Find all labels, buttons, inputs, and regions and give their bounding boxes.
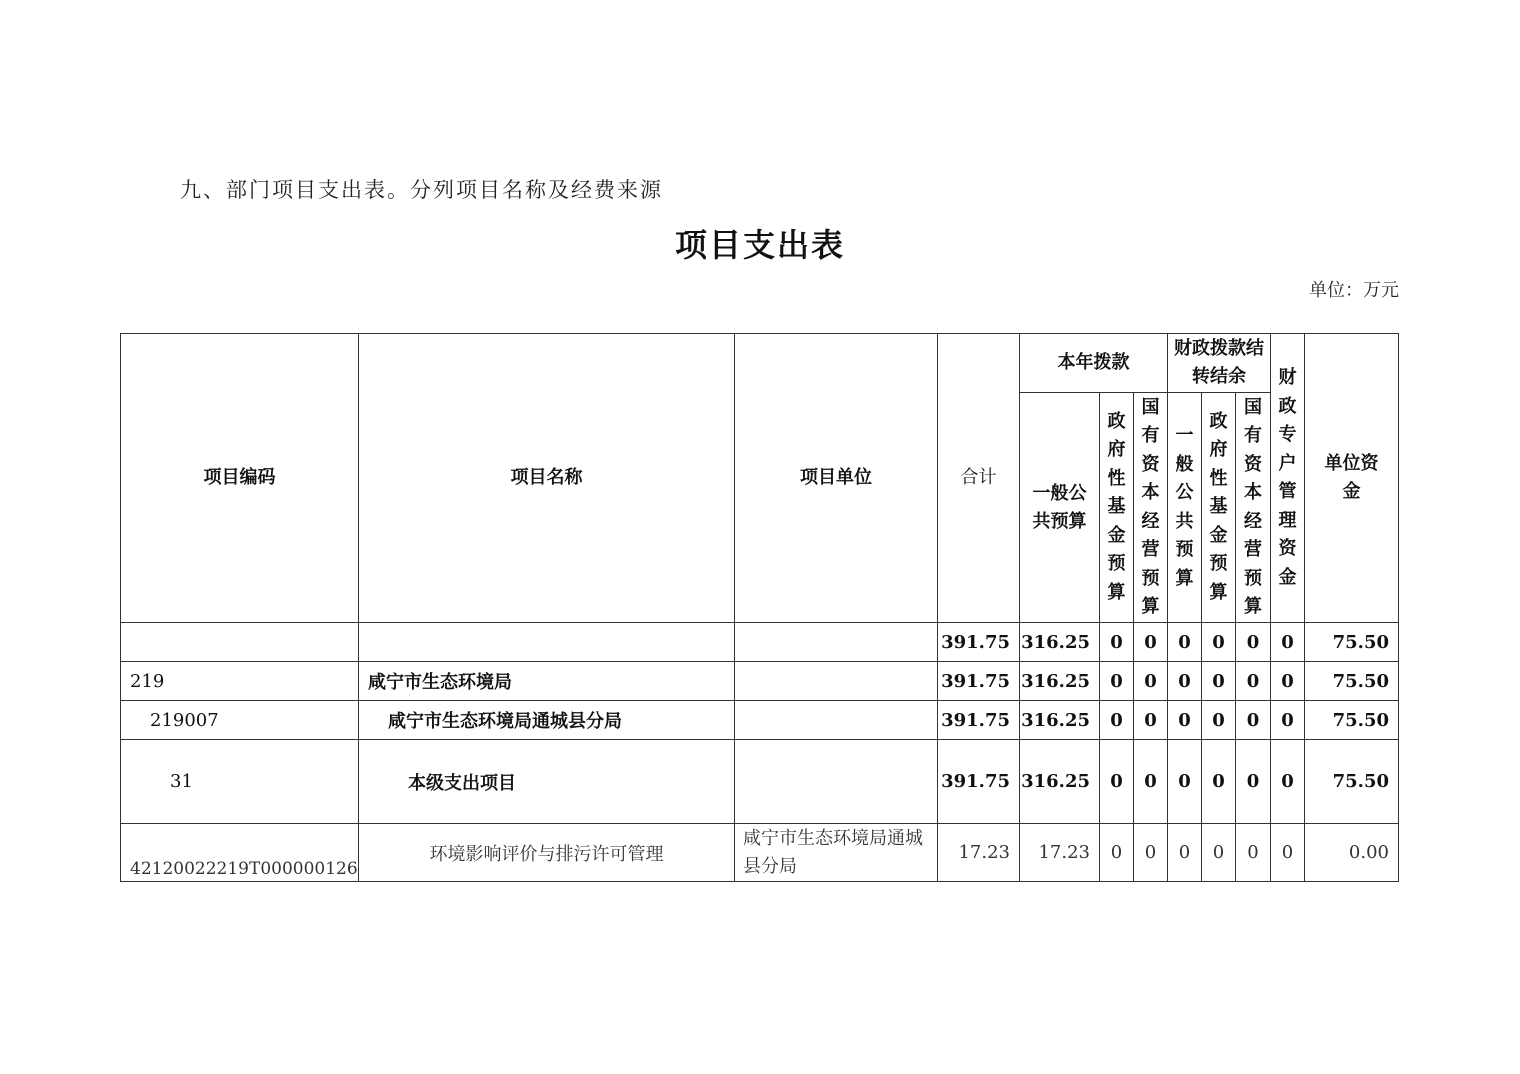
- cell-total: 391.75: [938, 740, 1020, 824]
- table-row: [121, 662, 1399, 701]
- cell-co-general: 0: [1168, 662, 1202, 701]
- cell-co-state-capital: 0: [1236, 662, 1271, 701]
- header-general-budget: 一般公共预算: [1020, 393, 1100, 623]
- cell-unit: [735, 701, 938, 740]
- cell-co-general: 0: [1168, 740, 1202, 824]
- cell-gov-fund: 0: [1100, 623, 1134, 662]
- cell-total: 391.75: [938, 623, 1020, 662]
- cell-name: 咸宁市生态环境局: [359, 662, 735, 701]
- header-carryover: 财政拨款结转结余: [1168, 334, 1271, 393]
- cell-name: 咸宁市生态环境局通城县分局: [359, 701, 735, 740]
- cell-co-state-capital: 0: [1236, 701, 1271, 740]
- cell-co-gov-fund: 0: [1202, 740, 1236, 824]
- cell-unit-funds: 75.50: [1305, 740, 1399, 824]
- table-row: [121, 824, 1399, 882]
- cell-gov-fund: 0: [1100, 824, 1134, 882]
- cell-co-state-capital: 0: [1236, 623, 1271, 662]
- header-special-account: 财政专户管理资金: [1271, 334, 1305, 623]
- cell-co-gov-fund: 0: [1202, 662, 1236, 701]
- cell-co-gov-fund: 0: [1202, 701, 1236, 740]
- cell-co-general: 0: [1168, 824, 1202, 882]
- cell-code: 219: [121, 662, 359, 701]
- header-current-year: 本年拨款: [1020, 334, 1168, 393]
- header-unit: 项目单位: [735, 334, 938, 623]
- cell-special-account: 0: [1271, 662, 1305, 701]
- header-total: 合计: [938, 334, 1020, 623]
- project-expenditure-table: [120, 333, 1399, 882]
- header-gov-fund: 政府性基金预算: [1100, 393, 1134, 623]
- cell-special-account: 0: [1271, 740, 1305, 824]
- cell-name: [359, 623, 735, 662]
- cell-name: 本级支出项目: [359, 740, 735, 824]
- cell-general-budget: 316.25: [1020, 740, 1100, 824]
- header-co-state-capital: 国有资本经营预算: [1236, 393, 1271, 623]
- header-co-general: 一般公共预算: [1168, 393, 1202, 623]
- cell-co-general: 0: [1168, 701, 1202, 740]
- cell-gov-fund: 0: [1100, 662, 1134, 701]
- cell-total: 17.23: [938, 824, 1020, 882]
- cell-unit-funds: 75.50: [1305, 701, 1399, 740]
- cell-special-account: 0: [1271, 824, 1305, 882]
- cell-general-budget: 316.25: [1020, 662, 1100, 701]
- cell-unit-funds: 75.50: [1305, 662, 1399, 701]
- page-title: 项目支出表: [674, 226, 845, 264]
- cell-special-account: 0: [1271, 701, 1305, 740]
- table-row: [121, 740, 1399, 824]
- cell-general-budget: 17.23: [1020, 824, 1100, 882]
- cell-unit-funds: 75.50: [1305, 623, 1399, 662]
- cell-co-gov-fund: 0: [1202, 623, 1236, 662]
- cell-general-budget: 316.25: [1020, 623, 1100, 662]
- cell-unit: [735, 662, 938, 701]
- cell-state-capital: 0: [1134, 623, 1168, 662]
- table-row: [121, 701, 1399, 740]
- cell-gov-fund: 0: [1100, 740, 1134, 824]
- cell-code: 42120022219T000000126: [121, 824, 359, 882]
- cell-total: 391.75: [938, 701, 1020, 740]
- header-name: 项目名称: [359, 334, 735, 623]
- cell-co-general: 0: [1168, 623, 1202, 662]
- cell-co-state-capital: 0: [1236, 740, 1271, 824]
- header-code: 项目编码: [121, 334, 359, 623]
- header-state-capital: 国有资本经营预算: [1134, 393, 1168, 623]
- cell-state-capital: 0: [1134, 701, 1168, 740]
- header-unit-funds: 单位资金: [1305, 334, 1399, 623]
- cell-unit-funds: 0.00: [1305, 824, 1399, 882]
- table-row-total: [121, 623, 1399, 662]
- cell-code: 31: [121, 740, 359, 824]
- cell-code: 219007: [121, 701, 359, 740]
- cell-total: 391.75: [938, 662, 1020, 701]
- cell-co-gov-fund: 0: [1202, 824, 1236, 882]
- cell-state-capital: 0: [1134, 824, 1168, 882]
- cell-state-capital: 0: [1134, 740, 1168, 824]
- cell-unit: [735, 740, 938, 824]
- cell-code: [121, 623, 359, 662]
- unit-label: 单位：万元: [1309, 280, 1399, 301]
- header-co-gov-fund: 政府性基金预算: [1202, 393, 1236, 623]
- cell-name: 环境影响评价与排污许可管理: [359, 824, 735, 882]
- intro-text: 九、部门项目支出表。分列项目名称及经费来源: [180, 178, 663, 202]
- cell-co-state-capital: 0: [1236, 824, 1271, 882]
- cell-special-account: 0: [1271, 623, 1305, 662]
- cell-unit: 咸宁市生态环境局通城县分局: [735, 824, 938, 882]
- cell-unit: [735, 623, 938, 662]
- cell-general-budget: 316.25: [1020, 701, 1100, 740]
- cell-state-capital: 0: [1134, 662, 1168, 701]
- cell-gov-fund: 0: [1100, 701, 1134, 740]
